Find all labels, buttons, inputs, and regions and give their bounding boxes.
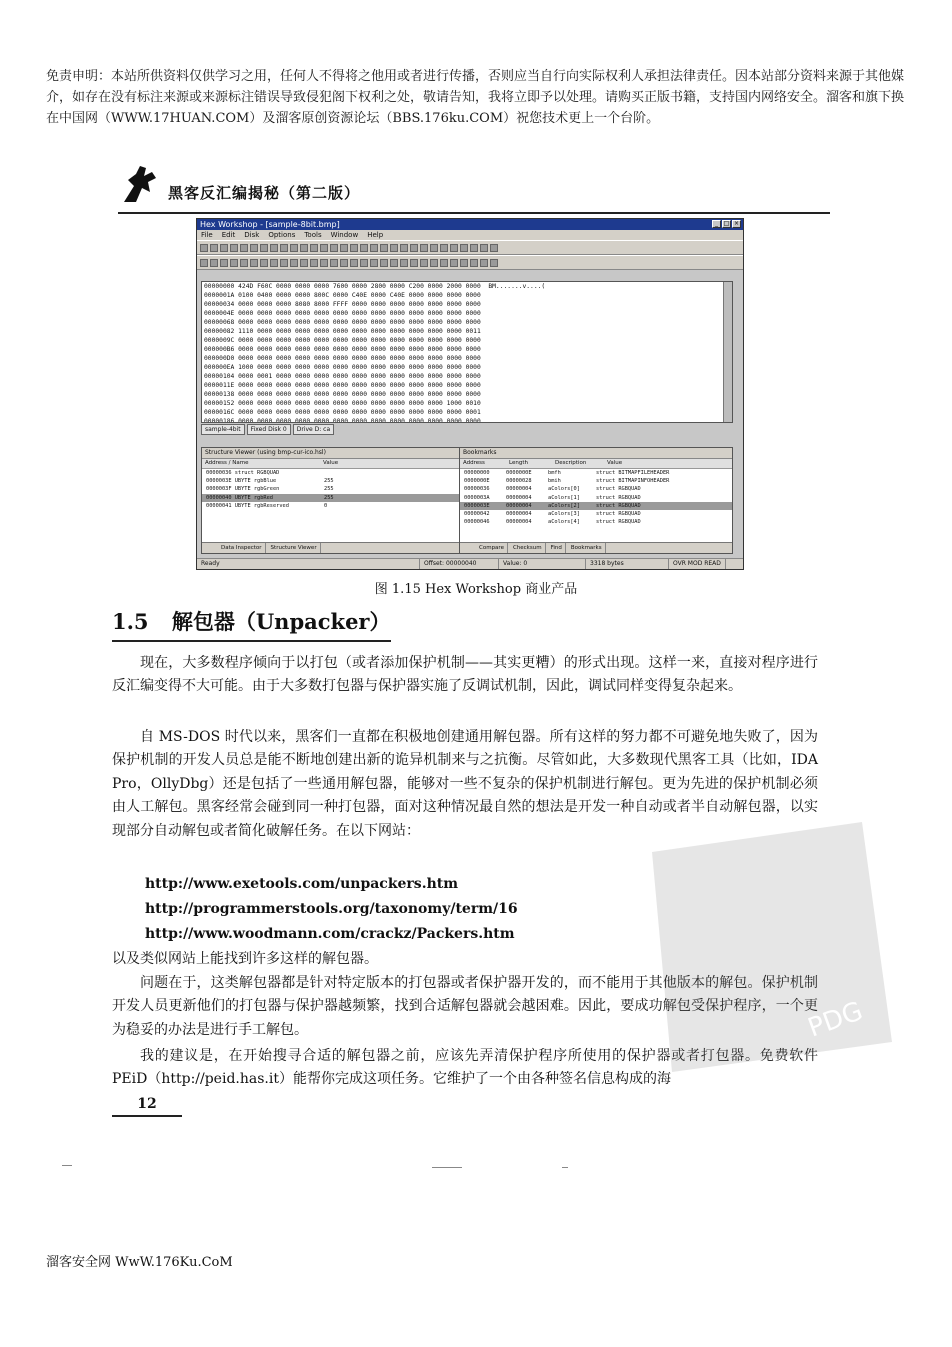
link-woodmann[interactable]: http://www.woodmann.com/crackz/Packers.htm [145,926,515,942]
bookmark-cell: struct RGBQUAD [596,510,641,517]
toolbar-button[interactable] [430,244,438,252]
paragraph-3: 以及类似网站上能找到许多这样的解包器。 [112,951,378,967]
structure-field-name: 0000003F UBYTE rgbGreen [206,486,280,493]
book-title: 黑客反汇编揭秘（第二版） [168,184,361,202]
toolbar-button[interactable] [230,244,238,252]
hex-row: 0000001A 0100 0400 0000 0000 800C 0000 C40E 0000 C40E 0000 0000 0000 0000 [204,292,481,299]
toolbar-button[interactable] [280,259,288,267]
toolbar-button[interactable] [310,259,318,267]
bookmark-cell: struct RGBQUAD [596,519,641,526]
bookmark-column-header[interactable]: Description [555,460,587,466]
menu-item-tools[interactable]: Tools [304,231,322,239]
toolbar-button[interactable] [320,259,328,267]
structure-field-value: 0 [324,502,328,509]
bookmark-cell: struct RGBQUAD [596,494,641,501]
toolbar-button[interactable] [430,259,438,267]
hex-row: 000000B6 0000 0000 0000 0000 0000 0000 0000 0000 0000 0000 0000 0000 0000 [204,346,481,353]
toolbar-button[interactable] [480,244,488,252]
pdg-watermark-icon [612,812,902,1077]
toolbar-button[interactable] [330,244,338,252]
hex-editor-pane[interactable] [201,281,733,423]
bookmark-row[interactable] [460,494,732,502]
structure-field-name: 00000040 UBYTE rgbRed [206,494,273,501]
toolbar-button[interactable] [450,244,458,252]
bookmark-cell: 0000000E [464,478,490,485]
hacker-logo-icon [118,162,162,206]
bookmark-column-header[interactable]: Length [509,460,528,466]
bookmark-cell: 00000004 [506,486,532,493]
bookmarks-panel [459,447,733,554]
column-header-name[interactable]: Address / Name [205,460,249,466]
status-value: Value: 0 [499,559,586,569]
structure-row[interactable] [202,485,460,493]
toolbar-button[interactable] [350,244,358,252]
scan-mark [562,1167,568,1168]
bookmark-cell: struct RGBQUAD [596,502,641,509]
structure-row[interactable] [202,502,460,510]
toolbar-button[interactable] [380,244,388,252]
toolbar-button[interactable] [390,259,398,267]
link-programmerstools[interactable]: http://programmerstools.org/taxonomy/term/16 [145,901,518,917]
toolbar-button[interactable] [210,259,218,267]
toolbar-secondary [197,255,743,270]
hex-row: 0000004E 0000 0000 0000 0000 0000 0000 0000 0000 0000 0000 0000 0000 0000 [204,310,481,317]
structure-row[interactable] [202,477,460,485]
toolbar-button[interactable] [250,244,258,252]
bookmark-cell: 00000004 [506,519,532,526]
minimize-icon[interactable]: _ [712,220,721,228]
menu-bar [197,230,743,240]
bookmark-cell: 00000028 [506,478,532,485]
toolbar-button[interactable] [360,244,368,252]
document-tab[interactable]: sample-4bit [201,424,245,435]
bookmark-cell: 00000046 [464,519,490,526]
toolbar-button[interactable] [200,244,208,252]
link-exetools[interactable]: http://www.exetools.com/unpackers.htm [145,876,459,892]
toolbar-button[interactable] [450,259,458,267]
toolbar-button[interactable] [400,259,408,267]
panel-tab[interactable]: Structure Viewer [268,543,321,553]
toolbar-button[interactable] [370,259,378,267]
toolbar-button[interactable] [320,244,328,252]
bookmark-cell: 0000003E [464,502,490,509]
document-tab[interactable]: Fixed Disk 0 [247,424,291,435]
hex-row: 0000011E 0000 0000 0000 0000 0000 0000 0000 0000 0000 0000 0000 0000 0000 [204,382,481,389]
column-header-value[interactable]: Value [323,460,339,466]
bookmark-cell: bmfh [548,470,561,476]
toolbar-button[interactable] [290,259,298,267]
toolbar-button[interactable] [410,244,418,252]
scan-mark [432,1167,462,1168]
window-titlebar [197,219,743,230]
section-heading [112,606,391,642]
bookmark-row[interactable] [460,502,732,510]
hex-row: 00000034 0000 0000 0000 8080 8000 FFFF 0000 0000 0000 0000 0000 0000 0000 [204,301,481,308]
panel-tab[interactable]: Checksum [510,543,546,553]
toolbar-button[interactable] [460,259,468,267]
section-number: 1.5 [112,609,149,634]
toolbar-button[interactable] [290,244,298,252]
toolbar-button[interactable] [440,244,448,252]
menu-item-disk[interactable]: Disk [244,231,260,239]
toolbar-button[interactable] [340,259,348,267]
hex-row: 000000D0 0000 0000 0000 0000 0000 0000 0000 0000 0000 0000 0000 0000 0000 [204,355,481,362]
bookmark-cell: 00000036 [464,486,490,493]
toolbar-button[interactable] [230,259,238,267]
footer-site-text: 溜客安全网 WwW.176Ku.CoM [46,1255,233,1270]
bookmark-cell: aColors[3] [548,510,580,517]
toolbar-button[interactable] [220,244,228,252]
toolbar-button[interactable] [260,259,268,267]
status-offset: Offset: 00000040 [420,559,499,569]
bookmark-cell: 00000042 [464,510,490,517]
paragraph-4: 问题在于，这类解包器都是针对特定版本的打包器或者保护器开发的，而不能用于其他版本的解包。保护机制开发人员更新他们的打包器与保护器越频繁，找到合适解包器就会越困难。因此，要成功解包受保护程序，一个更为稳妥的办法是进行手工解包。 [112,975,818,1038]
toolbar-button[interactable] [240,244,248,252]
toolbar-button[interactable] [270,259,278,267]
menu-item-options[interactable]: Options [268,231,296,239]
toolbar-button[interactable] [260,244,268,252]
toolbar-button[interactable] [380,259,388,267]
toolbar-button[interactable] [470,259,478,267]
bookmark-cell: aColors[0] [548,486,580,493]
toolbar-main [197,240,743,255]
page-number: 12 [112,1096,182,1117]
toolbar-button[interactable] [250,259,258,267]
structure-row[interactable] [202,494,460,502]
bookmark-cell: 0000003A [464,494,490,501]
toolbar-button[interactable] [480,259,488,267]
status-bar [197,558,743,569]
paragraph-2: 自 MS-DOS 时代以来，黑客们一直都在积极地创建通用解包器。所有这样的努力都不可避免地失败了，因为保护机制的开发人员总是能不断地创建出新的诡异机制来与之抗衡。尽管如此，大多数现代黑客工具（比如，IDA Pro，OllyDbg）还是包括了一些通用解包器，能够对一些不复杂的保护机制进行解包。更为先进的保护机制必须由人工解包。黑客经常会碰到同一种打包器，面对这种情况最自然的想法是开发一种自动或者半自动解包器，以实现部分自动解包或者简化破解任务。在以下网站： [112,729,818,839]
panel-tab[interactable]: Data Inspector [218,543,266,553]
hex-row: 0000009C 0000 0000 0000 0000 0000 0000 0000 0000 0000 0000 0000 0000 0000 [204,337,481,344]
toolbar-button[interactable] [410,259,418,267]
toolbar-button[interactable] [400,244,408,252]
panel-tab[interactable]: Find [548,543,566,553]
toolbar-button[interactable] [390,244,398,252]
scan-mark [62,1165,72,1166]
document-tab[interactable]: Drive D: ca [293,424,334,435]
bookmark-cell: 0000000E [506,470,532,476]
structure-field-value: 255 [324,494,334,501]
panel-tab[interactable]: Bookmarks [568,543,606,553]
hex-row: 00000152 0000 0000 0000 0000 0000 0000 0000 0000 0000 0000 0000 1000 0010 [204,400,481,407]
menu-item-edit[interactable]: Edit [221,231,236,239]
bookmarks-title: Bookmarks [460,448,732,459]
bookmark-row[interactable] [460,518,732,526]
toolbar-button[interactable] [220,259,228,267]
bookmark-row[interactable] [460,477,732,485]
bookmark-cell: aColors[4] [548,519,580,526]
toolbar-button[interactable] [240,259,248,267]
bookmark-cell: 00000004 [506,510,532,517]
paragraph-1: 现在，大多数程序倾向于以打包（或者添加保护机制——其实更糟）的形式出现。这样一来，直接对程序进行反汇编变得不大可能。由于大多数打包器与保护器实施了反调试机制，因此，调试同样变得复杂起来。 [112,655,818,695]
hex-row: 00000104 0000 0001 0000 0000 0000 0000 0000 0000 0000 0000 0000 0000 0000 [204,373,481,380]
document-tabs [201,424,731,435]
toolbar-button[interactable] [490,244,498,252]
toolbar-button[interactable] [300,259,308,267]
bookmark-row[interactable] [460,469,732,477]
toolbar-button[interactable] [330,259,338,267]
bookmark-cell: 00000004 [506,502,532,509]
menu-item-help[interactable]: Help [367,231,384,239]
hex-scrollbar[interactable] [723,282,732,422]
toolbar-button[interactable] [470,244,478,252]
bookmark-column-header[interactable]: Address [463,460,485,466]
menu-item-file[interactable]: File [201,231,213,239]
bookmark-column-header[interactable]: Value [607,460,623,466]
bookmark-cell: aColors[1] [548,494,580,501]
status-ready: Ready [197,559,420,569]
structure-row[interactable] [202,469,460,477]
panel-tab[interactable]: Compare [476,543,508,553]
toolbar-button[interactable] [340,244,348,252]
structure-field-name: 00000041 UBYTE rgbReserved [206,502,289,509]
structure-viewer-panel [201,447,461,554]
toolbar-button[interactable] [300,244,308,252]
toolbar-button[interactable] [350,259,358,267]
toolbar-button[interactable] [210,244,218,252]
window-title: Hex Workshop - [sample-8bit.bmp] [200,220,340,229]
hex-workshop-screenshot [196,218,744,570]
section-title: 解包器（Unpacker） [171,609,391,634]
toolbar-button[interactable] [280,244,288,252]
bookmark-cell: struct RGBQUAD [596,486,641,493]
status-size: 3318 bytes [586,559,669,569]
toolbar-button[interactable] [420,259,428,267]
bookmark-cell: struct BITMAPFILEHEADER [596,470,670,476]
paragraph-5: 我的建议是，在开始搜寻合适的解包器之前，应该先弄清保护程序所使用的保护器或者打包器。免费软件 PEiD（http://peid.has.it）能帮你完成这项任务。它维护了一个由各种签名信息构成的海 [112,1048,818,1088]
hex-row: 0000016C 0000 0000 0000 0000 0000 0000 0000 0000 0000 0000 0000 0000 0001 [204,409,481,416]
maximize-icon[interactable]: □ [723,220,730,227]
running-header [118,162,830,214]
toolbar-button[interactable] [490,259,498,267]
hex-row: 00000082 1110 0000 0000 0000 0000 0000 0000 0000 0000 0000 0000 0000 0011 [204,328,481,335]
toolbar-button[interactable] [310,244,318,252]
hex-row: 00000068 0000 0000 0000 0000 0000 0000 0000 0000 0000 0000 0000 0000 0000 [204,319,481,326]
toolbar-button[interactable] [370,244,378,252]
structure-viewer-title: Structure Viewer (using bmp-cur-ico.hsl) [202,448,460,459]
toolbar-button[interactable] [440,259,448,267]
bookmark-cell: struct BITMAPINFOHEADER [596,478,670,485]
watermark-text: PDG [804,996,867,1044]
toolbar-button[interactable] [460,244,468,252]
structure-field-name: 00000036 struct RGBQUAD [206,470,280,476]
toolbar-button[interactable] [420,244,428,252]
toolbar-button[interactable] [200,259,208,267]
hex-row: 00000186 0000 0000 0000 0000 0000 0000 0000 0000 0000 0000 0000 0000 0000 [204,418,481,423]
menu-item-window[interactable]: Window [330,231,359,239]
figure-caption: 图 1.15 Hex Workshop 商业产品 [374,582,578,597]
hex-row: 000000EA 1000 0000 0000 0000 0000 0000 0000 0000 0000 0000 0000 0000 0000 [204,364,481,371]
bookmark-row[interactable] [460,485,732,493]
close-icon[interactable]: × [733,220,740,227]
bookmark-cell: 00000004 [506,494,532,501]
status-flags: OVR MOD READ [669,559,726,569]
structure-field-value: 255 [324,478,334,485]
hex-row: 00000000 424D F60C 0000 0000 0000 7600 0000 2800 0000 C200 0000 2000 0000 BM.......v....( [204,283,546,290]
bookmark-row[interactable] [460,510,732,518]
toolbar-button[interactable] [270,244,278,252]
hex-row: 00000138 0000 0000 0000 0000 0000 0000 0000 0000 0000 0000 0000 0000 0000 [204,391,481,398]
structure-field-value: 255 [324,486,334,493]
bookmark-cell: 00000000 [464,470,490,476]
toolbar-button[interactable] [360,259,368,267]
bookmark-cell: bmih [548,478,561,485]
structure-field-name: 0000003E UBYTE rgbBlue [206,478,277,485]
disclaimer-text: 免责申明：本站所供资料仅供学习之用，任何人不得将之他用或者进行传播，否则应当自行向实际权利人承担法律责任。因本站部分资料来源于其他媒介，如存在没有标注来源或来源标注错误导致侵犯阁下权利之处，敬请告知，我将立即予以处理。请购买正版书籍，支持国内网络安全。溜客和旗下换在中国网（WWW.17HUAN.COM）及溜客原创资源论坛（BBS.176ku.COM）祝您技术更上一个台阶。 [46,69,905,126]
bookmark-cell: aColors[2] [548,502,580,509]
